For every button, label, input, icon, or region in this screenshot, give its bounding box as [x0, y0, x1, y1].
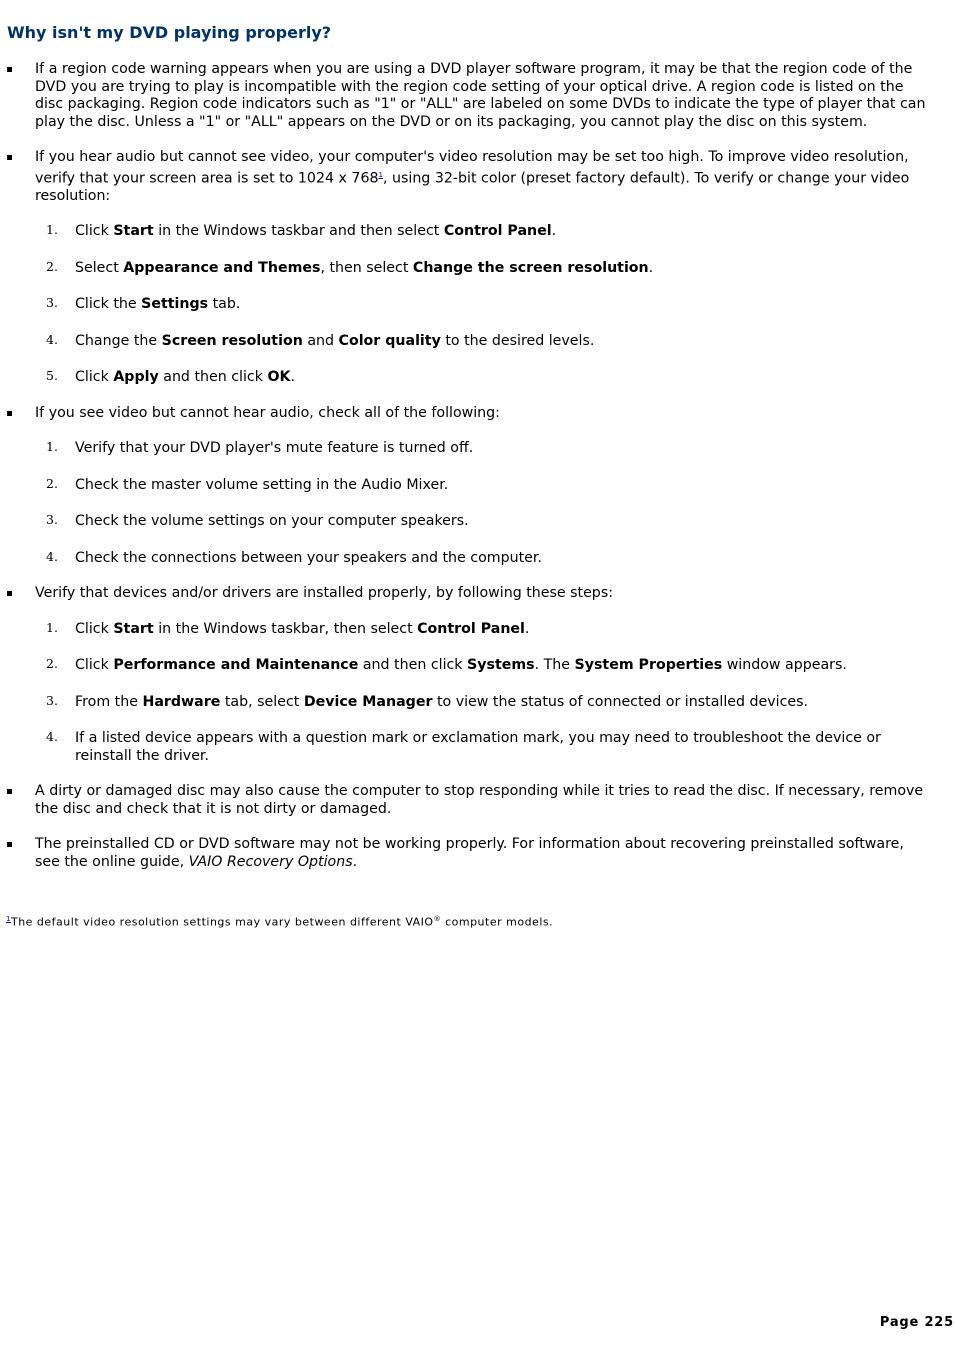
step-term: Start [113, 620, 154, 637]
step-number: 3. [46, 692, 58, 708]
step-text: Check the volume settings on your computer speakers. [75, 513, 469, 530]
bullet-preinstalled-software [0, 836, 930, 871]
step-text: tab, select [220, 693, 304, 710]
page-title: Why isn't my DVD playing properly? [7, 23, 332, 42]
step-term: OK [267, 369, 291, 386]
bullet-dirty-disc [0, 783, 930, 818]
steps-drivers [0, 621, 930, 766]
step-term: Device Manager [303, 693, 433, 710]
step-text: Click the [75, 296, 142, 313]
step-text: . [648, 259, 654, 276]
bullet-text: A dirty or damaged disc may also cause the computer to stop responding while it tries to read the disc. If necessary, remove the disc and check that it is not dirty or damaged. [35, 783, 924, 817]
step-text: to the desired levels. [440, 332, 595, 349]
step-text: and then click [158, 369, 268, 386]
step-number: 2. [46, 656, 58, 672]
registered-mark: ® [433, 915, 442, 923]
step-term: Apply [113, 369, 159, 386]
step [46, 368, 930, 387]
step-number: 2. [46, 475, 58, 491]
step-term: Color quality [338, 332, 441, 349]
step-text: If a listed device appears with a question mark or exclamation mark, you may need to troubleshoot the device or reinstall the driver. [75, 730, 881, 764]
step-term: Systems [467, 657, 535, 674]
step [46, 331, 930, 351]
step-term: System Properties [574, 657, 723, 674]
step-term: Control Panel [417, 620, 525, 637]
bullet-video-resolution [0, 149, 930, 205]
bullet-text: . [352, 853, 358, 870]
step [46, 656, 930, 675]
step-text: . [290, 369, 296, 386]
steps-audio-check [0, 440, 930, 567]
step-text: . The [534, 657, 575, 674]
bullet-region-code [0, 61, 930, 131]
footnote-text: computer models. [441, 915, 554, 929]
step-text: in the Windows taskbar, then select [153, 620, 418, 637]
step-number: 2. [46, 258, 58, 274]
bullet-text: If a region code warning appears when you are using a DVD player software program, it may be that the region code of the DVD you are trying to play is incompatible with the region code setting of your optical drive. A region code is listed on the disc packaging. Region code indicators such as "1" or "ALL" are labeled on some DVDs to indicate the type of player that can play the disc. Unless a "1" or "ALL" appears on the DVD or on its packaging, you cannot play the disc on this system. [35, 61, 926, 130]
step [46, 439, 930, 458]
step-text: From the [75, 693, 143, 710]
step-text: Verify that your DVD player's mute feature is turned off. [75, 440, 474, 457]
step-number: 1. [46, 619, 58, 635]
footnote [6, 911, 553, 931]
step [46, 475, 930, 495]
step-text: . [524, 620, 530, 637]
step-text: Click [75, 369, 114, 386]
page-number: Page 225 [879, 1315, 954, 1330]
step-term: Appearance and Themes [123, 259, 321, 276]
step-text: Click [75, 620, 114, 637]
step-text: to view the status of connected or installed devices. [432, 693, 809, 710]
step-text: Check the connections between your speakers and the computer. [75, 549, 542, 566]
step-text: Select [75, 259, 124, 276]
step-text: Click [75, 223, 114, 240]
bullet-text: , using 32-bit color (preset factory default). To verify or change your video resolution: [35, 170, 910, 204]
step-text: Change the [75, 332, 162, 349]
step [46, 222, 930, 241]
bullet-text: Verify that devices and/or drivers are installed properly, by following these steps: [35, 585, 613, 602]
bullet-no-audio [0, 405, 930, 423]
step [46, 258, 930, 278]
step-term: Screen resolution [161, 332, 303, 349]
bullet-text: If you see video but cannot hear audio, check all of the following: [35, 404, 500, 421]
step [46, 512, 930, 531]
bullet-text: The preinstalled CD or DVD software may not be working properly. For information about recovering preinstalled software, see the online guide, [35, 836, 904, 870]
step-text: window appears. [722, 657, 847, 674]
step-number: 4. [46, 331, 58, 347]
guide-title: VAIO Recovery Options [188, 853, 353, 870]
step-term: Hardware [142, 693, 221, 710]
step-term: Start [113, 223, 154, 240]
step-number: 1. [46, 222, 58, 238]
step-number: 4. [46, 548, 58, 564]
step-term: Control Panel [443, 223, 552, 240]
step-text: . [551, 223, 557, 240]
footnote-link[interactable]: 1 [378, 170, 383, 179]
step-term: Change the screen resolution [412, 259, 649, 276]
step-text: and [302, 332, 339, 349]
step [46, 692, 930, 712]
step-text: Click [75, 657, 114, 674]
step-term: Performance and Maintenance [113, 657, 359, 674]
step-number: 1. [46, 439, 58, 455]
step-number: 3. [46, 512, 58, 528]
step-number: 4. [46, 729, 58, 745]
step [46, 619, 930, 639]
step-number: 5. [46, 368, 58, 384]
step-text: Check the master volume setting in the Audio Mixer. [75, 476, 449, 493]
footnote-text: The default video resolution settings may vary between different VAIO [10, 915, 434, 929]
step [46, 548, 930, 568]
step-text: tab. [208, 296, 241, 313]
step-text: in the Windows taskbar and then select [153, 223, 444, 240]
footnote-marker: 1 [6, 915, 11, 923]
step-text: , then select [320, 259, 413, 276]
steps-video-resolution [0, 223, 930, 387]
step [46, 295, 930, 314]
step-text: and then click [358, 657, 468, 674]
step-number: 3. [46, 295, 58, 311]
step [46, 729, 930, 765]
content [0, 61, 930, 889]
bullet-drivers [0, 585, 930, 603]
step-term: Settings [141, 296, 209, 313]
bullet-text: If you hear audio but cannot see video, your computer's video resolution may be set too high. To improve video resolution, verify that your screen area is set to 1024 x 768 [35, 149, 909, 187]
